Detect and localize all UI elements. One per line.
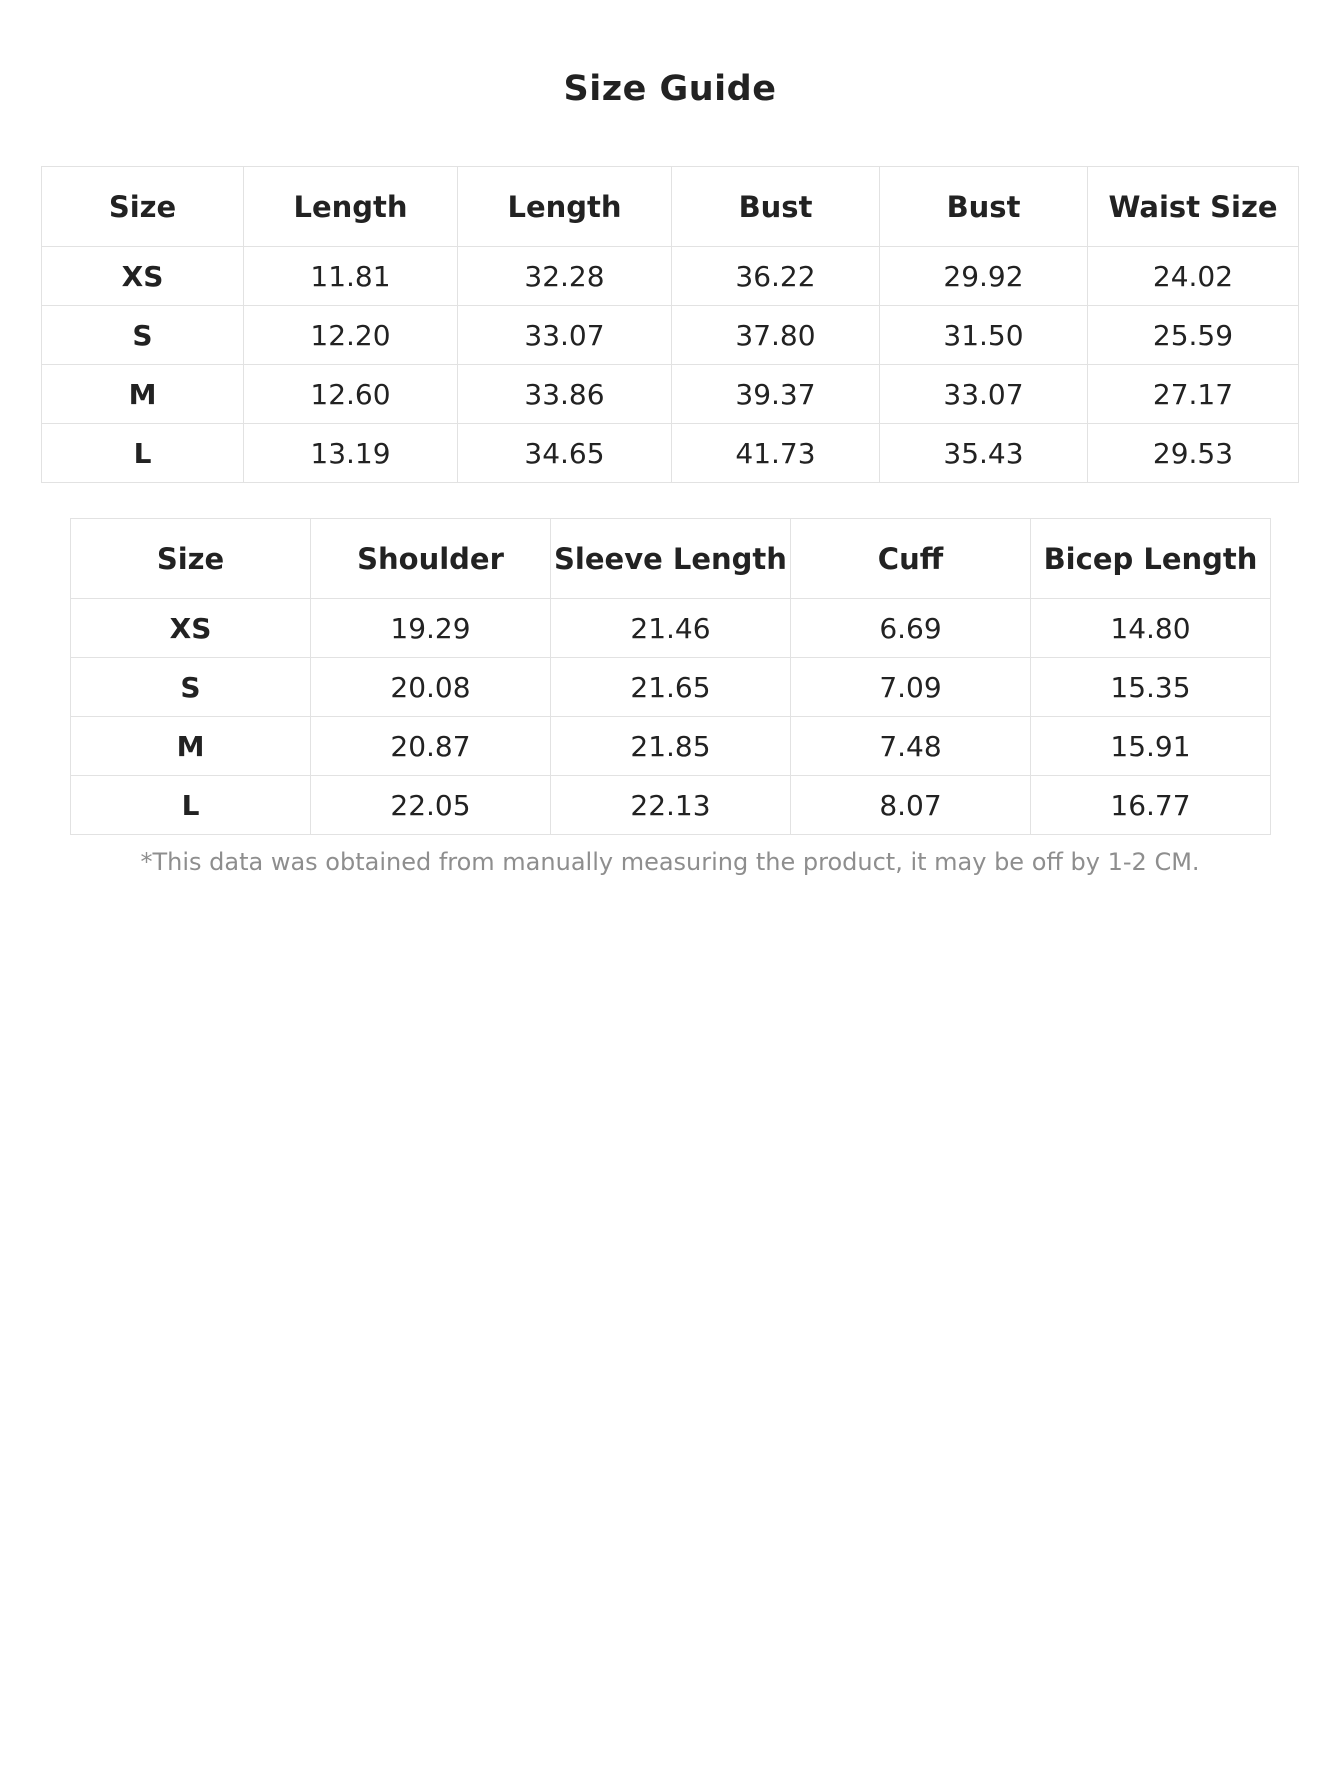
size-cell: L — [71, 776, 311, 835]
table-cell: 19.29 — [311, 599, 551, 658]
table-cell: 22.05 — [311, 776, 551, 835]
table-row — [71, 599, 1271, 658]
table-cell: 34.65 — [458, 424, 672, 483]
size-table-body-measurements — [41, 166, 1299, 483]
table-header-row — [42, 167, 1299, 247]
table-cell: 22.13 — [551, 776, 791, 835]
page-title: Size Guide — [563, 69, 777, 109]
table-cell: 8.07 — [791, 776, 1031, 835]
table-cell: 33.07 — [880, 365, 1088, 424]
size-cell: L — [42, 424, 244, 483]
size-cell: M — [42, 365, 244, 424]
table-cell: 36.22 — [672, 247, 880, 306]
column-header: Waist Size — [1088, 167, 1299, 247]
table-cell: 31.50 — [880, 306, 1088, 365]
table-row — [42, 306, 1299, 365]
column-header: Size — [71, 519, 311, 599]
table-cell: 32.28 — [458, 247, 672, 306]
size-cell: S — [42, 306, 244, 365]
table-cell: 20.87 — [311, 717, 551, 776]
size-cell: XS — [42, 247, 244, 306]
column-header: Bust — [880, 167, 1088, 247]
table-cell: 33.86 — [458, 365, 672, 424]
size-table-sleeve-measurements — [70, 518, 1271, 835]
table-cell: 13.19 — [244, 424, 458, 483]
column-header: Bicep Length — [1031, 519, 1271, 599]
table-cell: 21.65 — [551, 658, 791, 717]
table-cell: 24.02 — [1088, 247, 1299, 306]
size-cell: M — [71, 717, 311, 776]
table-cell: 16.77 — [1031, 776, 1271, 835]
table-cell: 20.08 — [311, 658, 551, 717]
table-row — [71, 776, 1271, 835]
table-row — [42, 365, 1299, 424]
column-header: Cuff — [791, 519, 1031, 599]
table-row — [42, 247, 1299, 306]
table-row — [71, 717, 1271, 776]
table-cell: 12.20 — [244, 306, 458, 365]
table-cell: 27.17 — [1088, 365, 1299, 424]
column-header: Bust — [672, 167, 880, 247]
table-cell: 15.91 — [1031, 717, 1271, 776]
table-cell: 11.81 — [244, 247, 458, 306]
table-row — [71, 658, 1271, 717]
table-cell: 21.46 — [551, 599, 791, 658]
table-cell: 7.09 — [791, 658, 1031, 717]
column-header: Sleeve Length — [551, 519, 791, 599]
table-cell: 12.60 — [244, 365, 458, 424]
table-header-row — [71, 519, 1271, 599]
table-row — [42, 424, 1299, 483]
table-cell: 7.48 — [791, 717, 1031, 776]
table-cell: 35.43 — [880, 424, 1088, 483]
column-header: Size — [42, 167, 244, 247]
table-cell: 29.53 — [1088, 424, 1299, 483]
table-cell: 21.85 — [551, 717, 791, 776]
table-cell: 41.73 — [672, 424, 880, 483]
size-cell: S — [71, 658, 311, 717]
column-header: Length — [244, 167, 458, 247]
size-cell: XS — [71, 599, 311, 658]
table-cell: 39.37 — [672, 365, 880, 424]
table-cell: 6.69 — [791, 599, 1031, 658]
table-cell: 15.35 — [1031, 658, 1271, 717]
table-cell: 25.59 — [1088, 306, 1299, 365]
table-cell: 14.80 — [1031, 599, 1271, 658]
measurement-disclaimer: *This data was obtained from manually measuring the product, it may be off by 1-2 CM. — [140, 848, 1200, 876]
table-cell: 29.92 — [880, 247, 1088, 306]
column-header: Length — [458, 167, 672, 247]
table-cell: 37.80 — [672, 306, 880, 365]
column-header: Shoulder — [311, 519, 551, 599]
table-cell: 33.07 — [458, 306, 672, 365]
